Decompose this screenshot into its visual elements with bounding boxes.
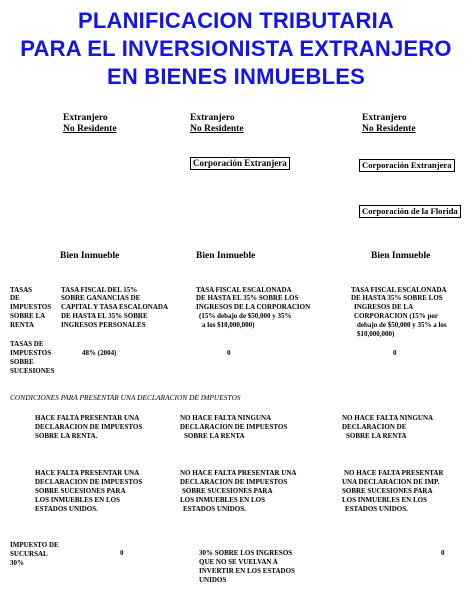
col3-label-2: No Residente xyxy=(362,124,416,134)
bien-inmueble-1: Bien Inmueble xyxy=(60,251,120,261)
col1-label-1: Extranjero xyxy=(63,113,108,123)
corp-extranjera-box-mid: Corporación Extranjera xyxy=(190,157,290,170)
corp-extranjera-box-right: Corporación Extranjera xyxy=(359,159,455,172)
sucursal-col1: 0 xyxy=(120,549,124,557)
corp-florida-box: Corporación de la Florida xyxy=(359,205,461,218)
col2-label-2: No Residente xyxy=(190,124,244,134)
bien-inmueble-2: Bien Inmueble xyxy=(196,251,256,261)
sucursal-col3: 0 xyxy=(441,549,445,557)
conditions-heading: CONDICIONES PARA PRESENTAR UNA DECLARACION DE IMPUESTOS xyxy=(10,393,241,402)
title-line-3: EN BIENES INMUEBLES xyxy=(106,64,366,89)
sucesiones-col3: 0 xyxy=(393,349,397,357)
sucesiones-col1: 48% (2004) xyxy=(82,349,117,357)
col3-label-1: Extranjero xyxy=(362,113,407,123)
col2-label-1: Extranjero xyxy=(190,113,235,123)
col1-label-2: No Residente xyxy=(63,124,117,134)
title-line-1: PLANIFICACION TRIBUTARIA xyxy=(77,8,395,33)
bien-inmueble-3: Bien Inmueble xyxy=(371,251,431,261)
sucesiones-col2: 0 xyxy=(227,349,231,357)
title-line-2: PARA EL INVERSIONISTA EXTRANJERO xyxy=(20,36,452,61)
